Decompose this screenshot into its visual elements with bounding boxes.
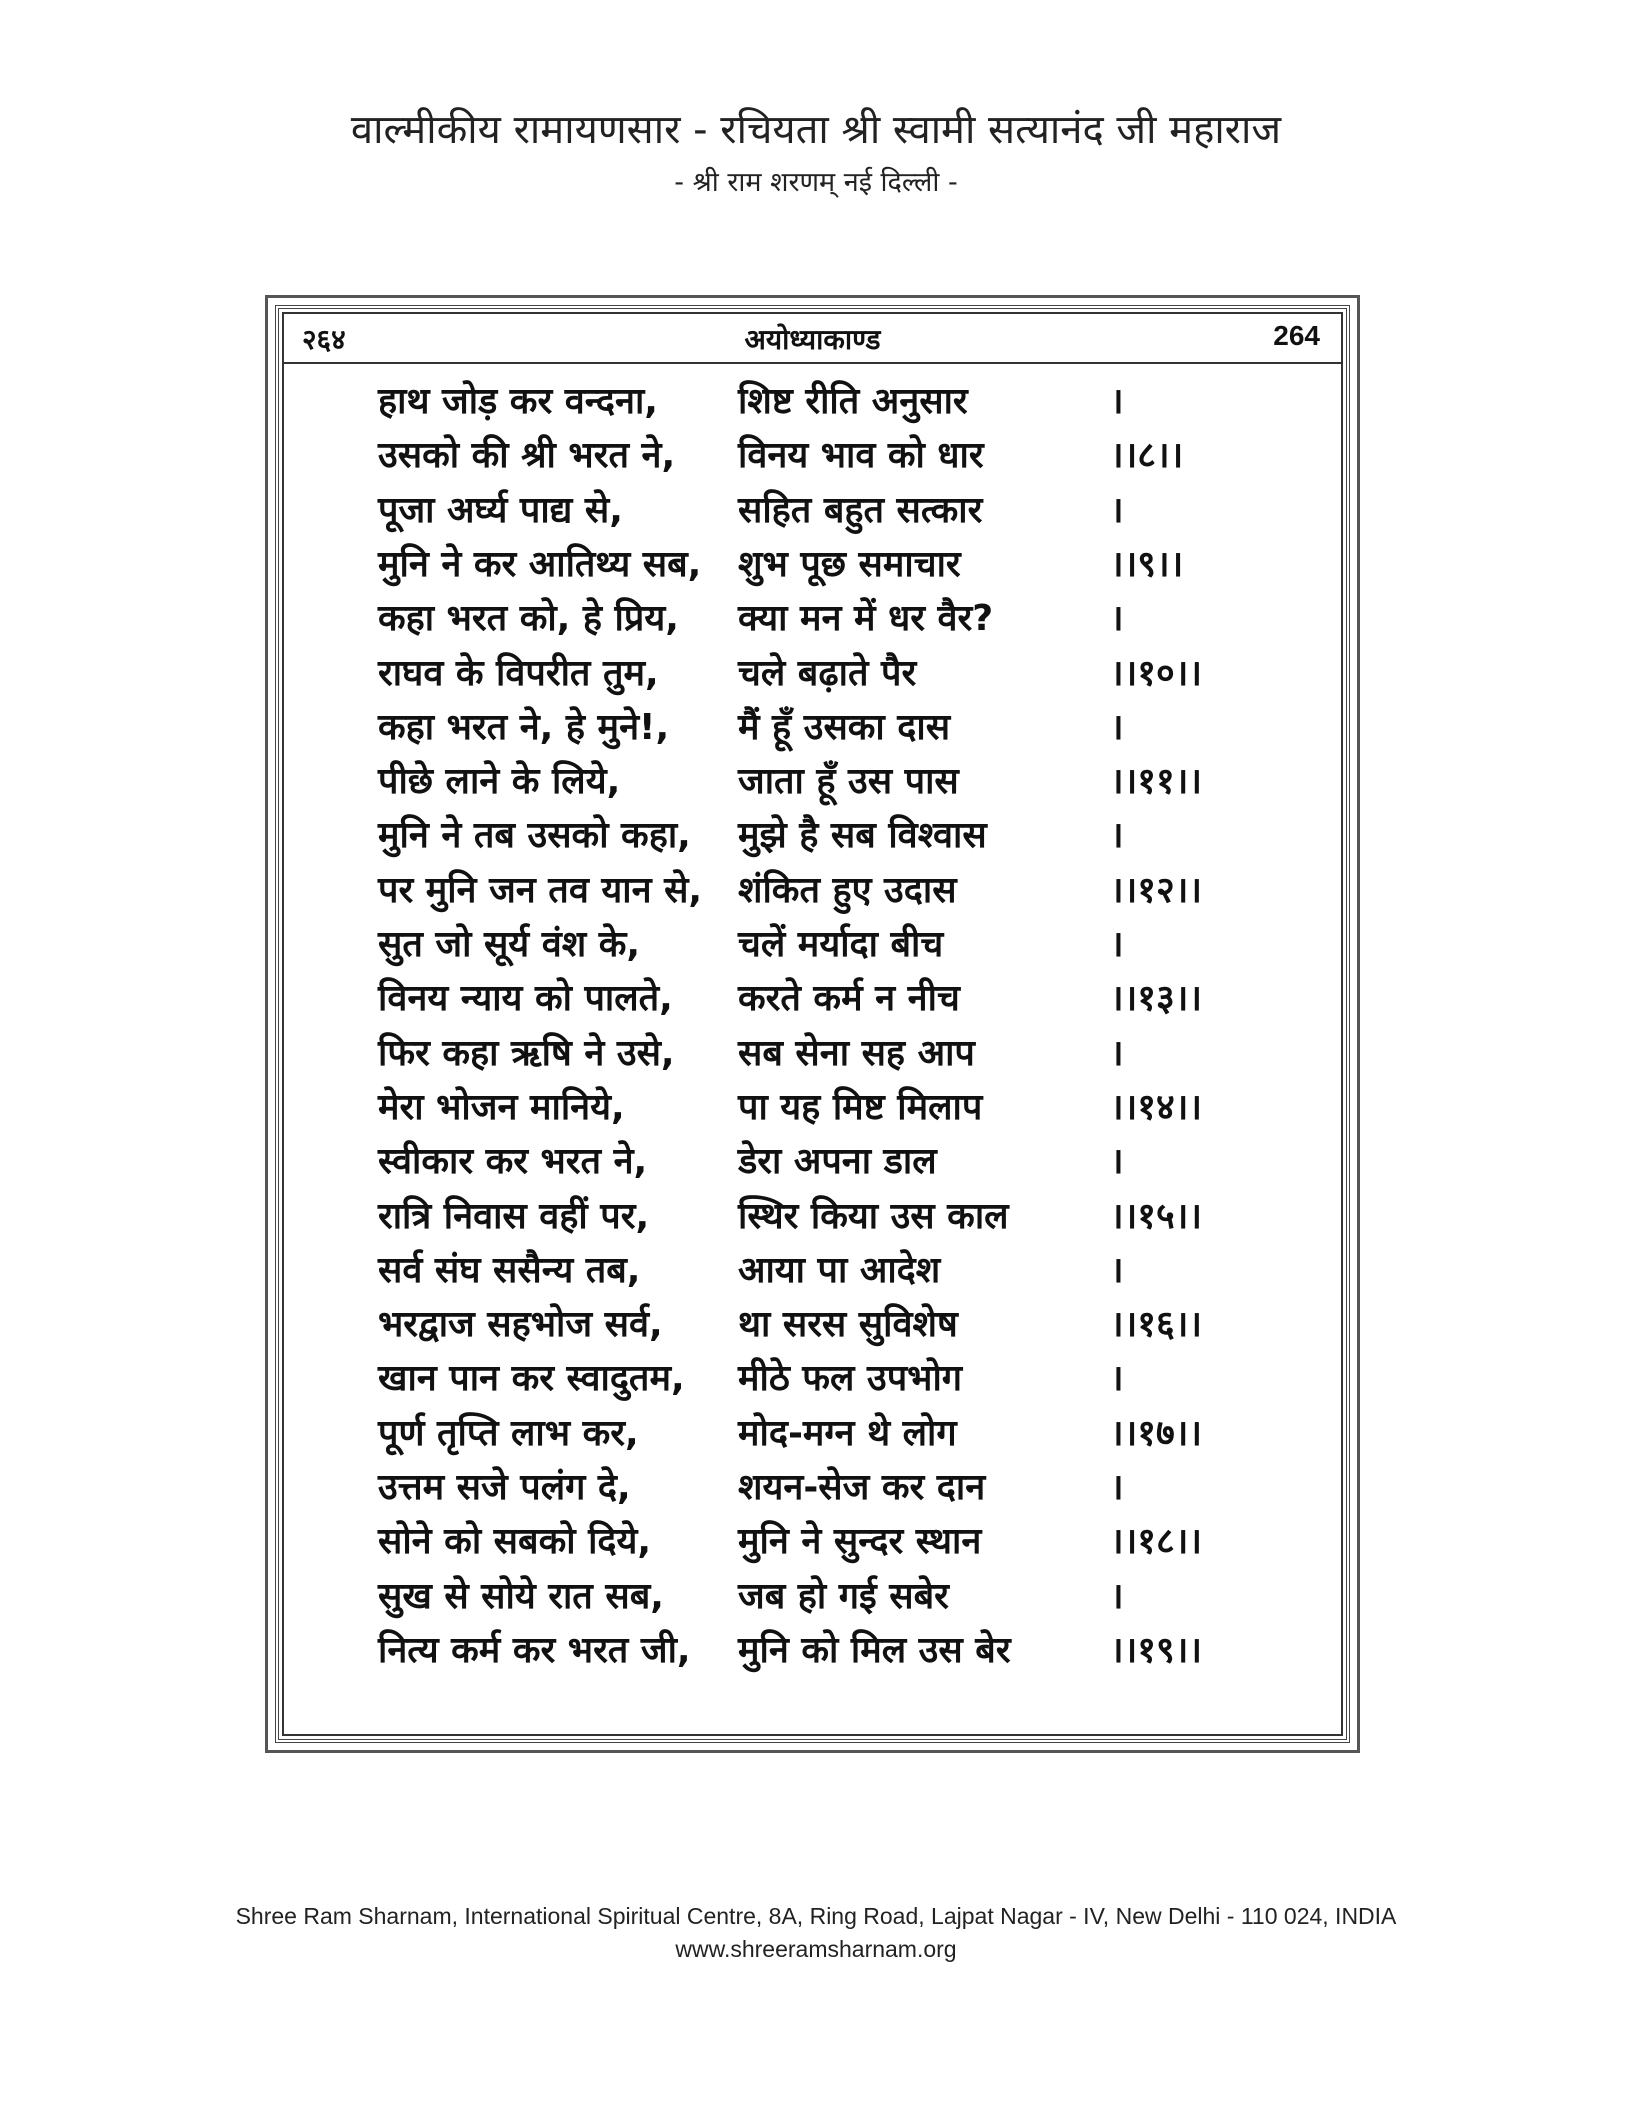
verse-second-half: सहित बहुत सत्कार	[738, 489, 983, 531]
verse-second-half: स्थिर किया उस काल	[738, 1195, 1009, 1237]
verse-second-half: चलें मर्यादा बीच	[738, 924, 944, 965]
verse-second-half: मुनि को मिल उस बेर	[738, 1629, 1011, 1671]
verse-marker: ।।१८।।	[1110, 1521, 1203, 1563]
verse-marker: ।।१२।।	[1110, 869, 1203, 911]
verse-marker: ।	[1110, 1032, 1124, 1074]
verse-first-half: सर्व संघ ससैन्य तब,	[378, 1249, 641, 1291]
verse-line	[0, 1352, 1632, 1406]
verse-first-half: पूजा अर्घ्य पाद्य से,	[378, 489, 623, 531]
document-title: वाल्मीकीय रामायणसार - रचियता श्री स्वामी सत्यानंद जी महाराज	[350, 107, 1282, 153]
verse-first-half: मुनि ने तब उसको कहा,	[378, 815, 691, 857]
section-title: अयोध्याकाण्ड	[744, 323, 881, 356]
page-number: 264	[1273, 320, 1320, 351]
verse-marker: ।।१७।।	[1110, 1412, 1203, 1454]
verse-second-half: आया पा आदेश	[738, 1249, 941, 1291]
verse-line	[0, 375, 1632, 429]
verse-first-half: राघव के विपरीत तुम,	[378, 652, 659, 694]
verse-first-half: भरद्वाज सहभोज सर्व,	[378, 1304, 663, 1346]
verse-marker: ।	[1110, 1358, 1124, 1400]
verse-marker: ।।९।।	[1110, 543, 1184, 585]
verse-second-half: शयन-सेज कर दान	[738, 1467, 986, 1508]
document-subtitle: - श्री राम शरणम् नई दिल्ली -	[674, 167, 958, 198]
verse-first-half: सोने को सबको दिये,	[378, 1521, 652, 1563]
verse-second-half: करते कर्म न नीच	[738, 978, 960, 1020]
verse-marker: ।।१५।।	[1110, 1195, 1203, 1237]
verse-first-half: उत्तम सजे पलंग दे,	[378, 1467, 631, 1508]
verse-second-half: डेरा अपना डाल	[738, 1141, 937, 1183]
verse-first-half: कहा भरत को, हे प्रिय,	[378, 598, 679, 640]
verse-line	[0, 1298, 1632, 1352]
verse-second-half: चले बढ़ाते पैर	[738, 652, 917, 694]
verse-second-half: जब हो गई सबेर	[738, 1575, 949, 1617]
verse-line	[0, 1081, 1632, 1135]
verse-marker: ।।११।।	[1110, 761, 1203, 803]
verse-line	[0, 429, 1632, 483]
verse-marker: ।	[1110, 924, 1124, 965]
verse-line	[0, 1515, 1632, 1569]
footer-address: Shree Ram Sharnam, International Spiritual Centre, 8A, Ring Road, Lajpat Nagar - IV, New Delhi - 110 024, INDIA	[235, 1903, 1397, 1929]
verse-line	[0, 1624, 1632, 1678]
verse-marker: ।।१०।।	[1110, 652, 1203, 694]
page-number-devanagari: २६४	[302, 323, 346, 356]
verse-first-half: फिर कहा ऋषि ने उसे,	[378, 1032, 675, 1074]
verse-line	[0, 1027, 1632, 1081]
verse-first-half: हाथ जोड़ कर वन्दना,	[378, 381, 658, 422]
verse-marker: ।	[1110, 1141, 1124, 1183]
verse-marker: ।	[1110, 1575, 1124, 1617]
verse-line	[0, 1407, 1632, 1461]
verse-second-half: क्या मन में धर वैर?	[738, 598, 994, 640]
verse-line	[0, 755, 1632, 809]
verse-second-half: जाता हूँ उस पास	[738, 761, 959, 803]
verse-second-half: सब सेना सह आप	[738, 1032, 975, 1074]
verse-marker: ।	[1110, 1249, 1124, 1291]
verse-second-half: शुभ पूछ समाचार	[738, 543, 961, 585]
verse-first-half: विनय न्याय को पालते,	[378, 978, 673, 1020]
verse-second-half: था सरस सुविशेष	[738, 1304, 958, 1346]
verse-second-half: मोद-मग्न थे लोग	[738, 1412, 957, 1454]
verse-first-half: पूर्ण तृप्ति लाभ कर,	[378, 1412, 639, 1454]
verse-marker: ।।१६।।	[1110, 1304, 1203, 1346]
verse-line	[0, 1135, 1632, 1189]
verse-marker: ।	[1110, 598, 1124, 640]
verse-line	[0, 809, 1632, 863]
verse-second-half: शिष्ट रीति अनुसार	[738, 381, 968, 422]
verse-line	[0, 538, 1632, 592]
verse-line	[0, 918, 1632, 972]
verse-marker: ।	[1110, 815, 1124, 857]
verse-marker: ।।८।।	[1110, 435, 1184, 477]
verse-first-half: पर मुनि जन तव यान से,	[378, 869, 703, 911]
verse-marker: ।।१९।।	[1110, 1629, 1203, 1671]
verse-marker: ।।१४।।	[1110, 1086, 1203, 1128]
verse-line	[0, 1190, 1632, 1244]
verse-first-half: स्वीकार कर भरत ने,	[378, 1141, 648, 1183]
verse-first-half: मुनि ने कर आतिथ्य सब,	[378, 543, 702, 585]
verse-second-half: शंकित हुए उदास	[738, 869, 957, 911]
verse-first-half: पीछे लाने के लिये,	[378, 761, 621, 803]
verse-first-half: उसको की श्री भरत ने,	[378, 435, 676, 477]
verse-line	[0, 972, 1632, 1026]
verse-first-half: मेरा भोजन मानिये,	[378, 1086, 625, 1128]
verse-line	[0, 484, 1632, 538]
verse-first-half: रात्रि निवास वहीं पर,	[378, 1195, 650, 1237]
verse-second-half: मुझे है सब विश्वास	[738, 815, 987, 857]
verse-line	[0, 1570, 1632, 1624]
verse-line	[0, 647, 1632, 701]
verse-first-half: सुत जो सूर्य वंश के,	[378, 924, 641, 965]
verse-marker: ।	[1110, 489, 1124, 531]
verse-line	[0, 1244, 1632, 1298]
verse-marker: ।	[1110, 1467, 1124, 1508]
footer-website: www.shreeramsharnam.org	[675, 1936, 957, 1962]
verse-marker: ।	[1110, 706, 1124, 748]
verse-first-half: नित्य कर्म कर भरत जी,	[378, 1629, 691, 1671]
verse-line	[0, 592, 1632, 646]
verse-first-half: खान पान कर स्वादुतम,	[378, 1358, 685, 1400]
verse-first-half: कहा भरत ने, हे मुने!,	[378, 706, 670, 748]
verse-first-half: सुख से सोये रात सब,	[378, 1575, 664, 1617]
verse-second-half: मीठे फल उपभोग	[738, 1358, 963, 1400]
verse-second-half: पा यह मिष्ट मिलाप	[738, 1086, 983, 1128]
verse-second-half: मैं हूँ उसका दास	[738, 706, 951, 748]
verse-line	[0, 864, 1632, 918]
verse-marker: ।।१३।।	[1110, 978, 1203, 1020]
verse-line	[0, 1461, 1632, 1515]
verse-second-half: मुनि ने सुन्दर स्थान	[738, 1521, 982, 1563]
verse-marker: ।	[1110, 381, 1124, 422]
verse-line	[0, 701, 1632, 755]
verse-second-half: विनय भाव को धार	[738, 435, 984, 477]
